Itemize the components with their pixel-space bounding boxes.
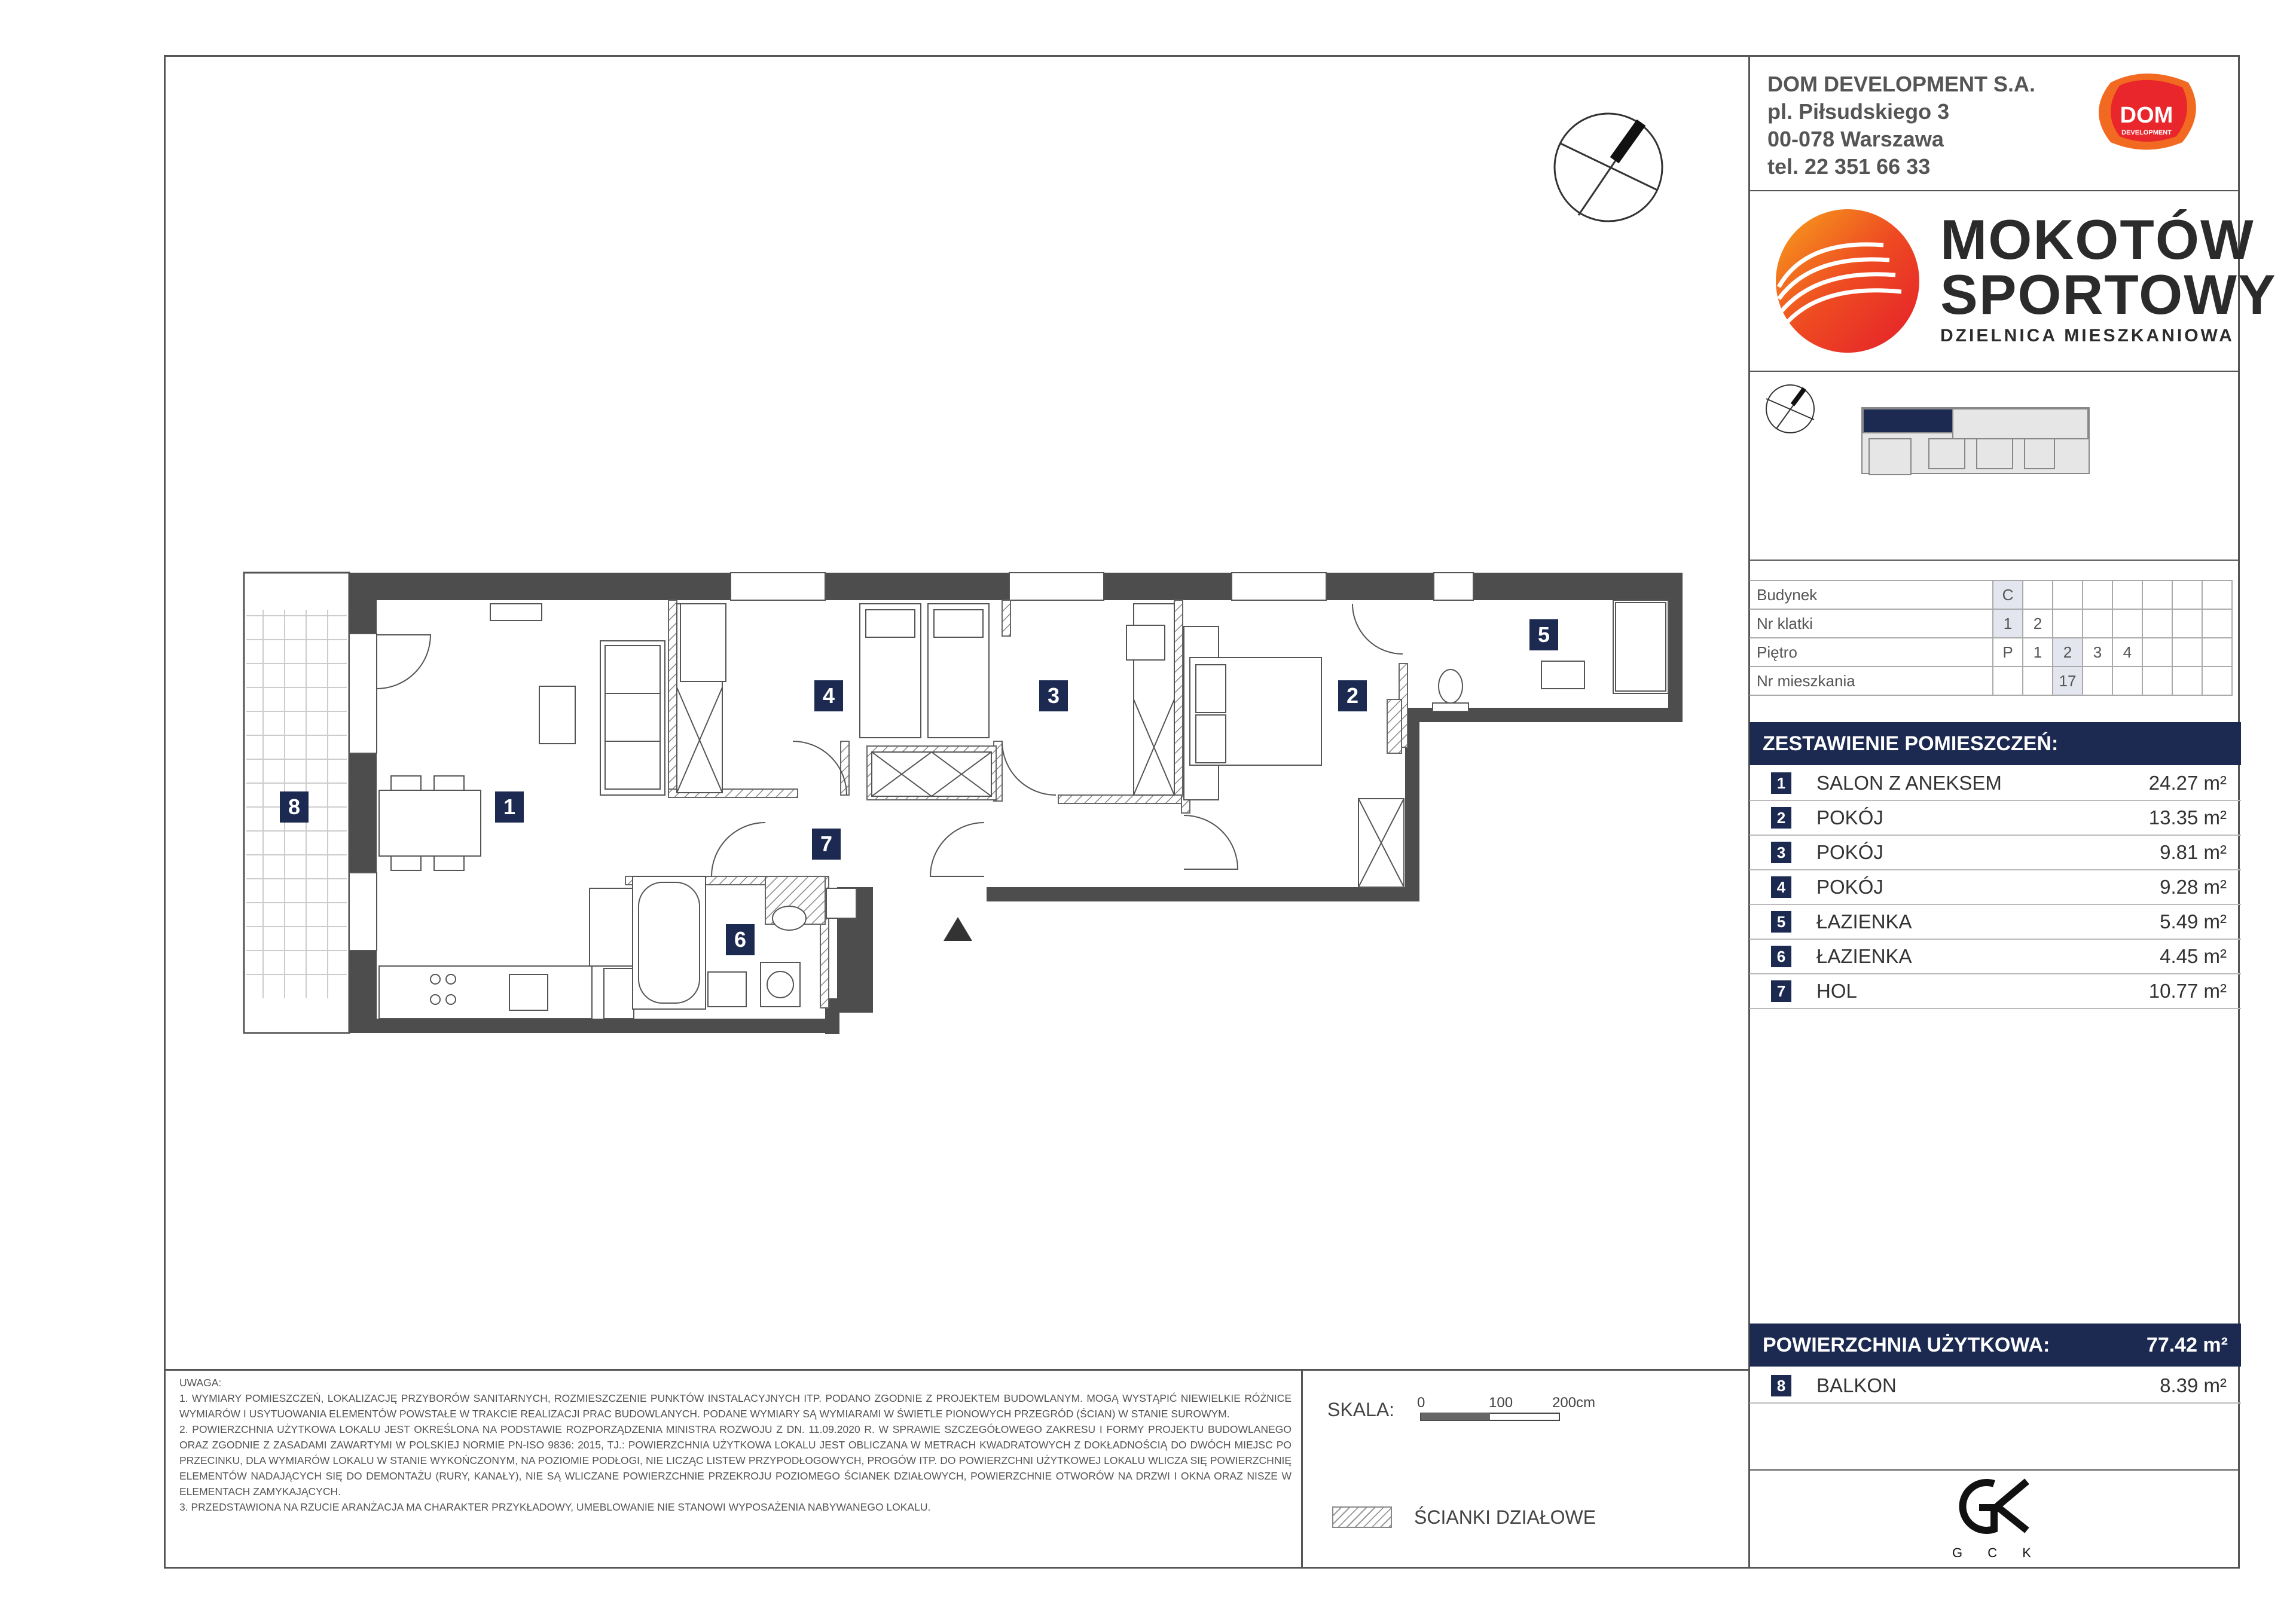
info-cell (2142, 638, 2172, 667)
notes-divider (164, 1369, 1750, 1371)
room-name: HOL (1816, 980, 1857, 1002)
total-area-value: 77.42 m² (2146, 1334, 2228, 1356)
info-cell (2202, 638, 2232, 667)
info-cell (2023, 667, 2053, 695)
notes-divider (1301, 1369, 1303, 1569)
room-area: 4.45 m² (2160, 945, 2227, 967)
north-compass (1555, 114, 1662, 221)
info-cell: 17 (2053, 667, 2083, 695)
plan-label-5: 5 (1529, 619, 1558, 650)
plan-label-6: 6 (726, 924, 755, 955)
coffee-table (539, 686, 575, 744)
room-area: 5.49 m² (2160, 910, 2227, 933)
plan-label-8: 8 (280, 791, 309, 823)
room-name: POKÓJ (1816, 876, 1883, 898)
balcony-number: 8 (1771, 1375, 1791, 1396)
info-row (1750, 667, 2232, 695)
room-row (1750, 974, 2241, 1009)
toilet (773, 906, 806, 930)
room-name: SALON Z ANEKSEM (1816, 772, 2002, 794)
toilet (1439, 670, 1463, 703)
info-cell: C (1993, 580, 2023, 609)
room-number: 5 (1771, 911, 1791, 933)
scale-bar (1411, 1393, 1596, 1429)
room-row (1750, 870, 2241, 905)
info-cell (2172, 667, 2202, 695)
dom-logo-text: DOM (2120, 103, 2173, 128)
info-cell (2083, 580, 2112, 609)
info-cell (2142, 667, 2172, 695)
mokotow-sportowy-logo (1770, 203, 1931, 359)
info-cell (2142, 580, 2172, 609)
room-row (1750, 836, 2241, 870)
brand-line-1: MOKOTÓW (1940, 208, 2255, 271)
room-name: ŁAZIENKA (1816, 910, 1912, 933)
divider (1748, 190, 2240, 191)
scale-label: SKALA: (1327, 1399, 1395, 1420)
balcony-row-wrap (1750, 1369, 2241, 1404)
room-row (1750, 766, 2241, 801)
info-cell (2112, 609, 2142, 638)
room-row (1750, 940, 2241, 974)
company-name: DOM DEVELOPMENT S.A. (1767, 72, 2036, 96)
dom-logo-subtext: DEVELOPMENT (2121, 129, 2172, 136)
room-number: 7 (1771, 980, 1791, 1002)
info-cell (2053, 609, 2083, 638)
total-area-bar (1750, 1324, 2241, 1367)
partition-wall-swatch (1332, 1506, 1392, 1528)
info-row (1750, 638, 2232, 667)
plan-label-7: 7 (812, 829, 841, 860)
room-row (1750, 801, 2241, 836)
info-cell: 4 (2112, 638, 2142, 667)
info-cell (2172, 580, 2202, 609)
total-area-label: POWIERZCHNIA UŻYTKOWA: (1763, 1334, 2050, 1356)
dom-development-logo (2087, 71, 2206, 154)
info-row (1750, 580, 2232, 609)
gck-letters: G C K (1952, 1545, 2042, 1560)
info-cell (2053, 580, 2083, 609)
info-cell: 1 (1993, 609, 2023, 638)
balcony-name: BALKON (1816, 1374, 1897, 1396)
info-cell: P (1993, 638, 2023, 667)
exterior-walls (349, 573, 1683, 1034)
room-row (1750, 905, 2241, 940)
scale-tick-200: 200cm (1552, 1395, 1596, 1411)
room-number: 6 (1771, 946, 1791, 967)
gck-logo (1937, 1471, 2057, 1566)
balcony-area: 8.39 m² (2160, 1374, 2227, 1396)
info-cell (2202, 667, 2232, 695)
info-row-label: Nr mieszkania (1750, 667, 1993, 695)
scale-tick-100: 100 (1489, 1395, 1513, 1411)
note-item: 1. WYMIARY POMIESZCZEŃ, LOKALIZACJĘ PRZYBORÓW SANITARNYCH, ROZMIESZCZENIE PUNKTÓW INSTALACYJNYCH ITP. PODANO ZGODNIE Z PROJEKTEM BUDOWLANYM. MOGĄ WYSTĄPIĆ NIEWIELKIE RÓŻNICE WYMIARÓW I USYTUOWANIA ELEMENTÓW POWSTAŁE W TRAKCIE REALIZACJI PRAC BUDOWLANYCH. PODANE WYMIARY SĄ WYMIARAMI W ŚWIETLE PIONOWYCH PRZEGRÓD (ŚCIAN) W STANIE SUROWYM. (179, 1392, 1292, 1420)
info-cell (2202, 580, 2232, 609)
info-cell (2172, 609, 2202, 638)
info-cell (2112, 667, 2142, 695)
building-outline (1862, 408, 2089, 475)
brand-line-2: SPORTOWY (1940, 263, 2277, 326)
balcony-row (1750, 1369, 2241, 1404)
room-name: POKÓJ (1816, 806, 1883, 829)
plan-label-1: 1 (495, 791, 524, 823)
brand-title (1940, 208, 2277, 326)
sink (708, 972, 746, 1007)
note-item: 3. PRZEDSTAWIONA NA RZUCIE ARANŻACJA MA CHARAKTER PRZYKŁADOWY, UMEBLOWANIE NIE STANOWI WYPOSAŻENIA NABYWANEGO LOKALU. (179, 1501, 931, 1513)
info-cell: 1 (2023, 638, 2053, 667)
room-number: 1 (1771, 772, 1791, 794)
info-cell (2083, 609, 2112, 638)
kitchen-counter (379, 966, 592, 1019)
room-number: 2 (1771, 807, 1791, 829)
info-row-label: Nr klatki (1750, 609, 1993, 638)
room-area: 9.81 m² (2160, 841, 2227, 863)
info-row-label: Piętro (1750, 638, 1993, 667)
info-cell: 2 (2053, 638, 2083, 667)
room-name: ŁAZIENKA (1816, 945, 1912, 967)
dining-table (379, 790, 481, 856)
info-row-label: Budynek (1750, 580, 1993, 609)
room-name: POKÓJ (1816, 841, 1883, 863)
entrance-marker (944, 917, 972, 941)
note-item: 2. POWIERZCHNIA UŻYTKOWA LOKALU JEST OKREŚLONA NA PODSTAWIE ROZPORZĄDZENIA MINISTRA ROZWOJU Z DN. 11.09.2020 R. W SPRAWIE SZCZEGÓŁOWEGO ZAKRESU I FORMY PROJEKTU BUDOWLANEGO ORAZ ZGODNIE Z ZASADAMI ZAWARTYMI W POLSKIEJ NORMIE PN-ISO 9836: 2015, TJ.: POWIERZCHNIA UŻYTKOWA LOKALU JEST OBLICZANA W METRACH KWADRATOWYCH Z DOKŁADNOŚCIĄ DO DWÓCH MIEJSC PO PRZECINKU, DLA WYMIARÓW LOKALU W STANIE WYKOŃCZONYM, NA POZIOMIE PODŁOGI, NIE LICZĄC LISTEW PRZYPODŁOGOWYCH, PROGÓW ITP. DO POWIERZCHNI UŻYTKOWEJ LOKALU WLICZA SIĘ POWIERZCHNIĘ ELEMENTÓW NADAJĄCYCH SIĘ DO DEMONTAŻU (RURY, KANAŁY), NIE SĄ WLICZANE POWIERZCHNIE PRZEKROJU POZIOMEGO ŚCIANEK DZIAŁOWYCH, POWIERZCHNIE OTWORÓW NA DRZWI I OKNA ORAZ NISZE W ELEMENTACH ZAMYKAJĄCYCH. (179, 1423, 1292, 1497)
room-area: 13.35 m² (2148, 806, 2227, 829)
room-number: 3 (1771, 842, 1791, 863)
info-cell (2083, 667, 2112, 695)
company-phone: tel. 22 351 66 33 (1767, 154, 1931, 179)
notes-title: UWAGA: (179, 1377, 222, 1389)
room-area: 10.77 m² (2148, 980, 2227, 1002)
key-plan-compass (1766, 385, 1814, 433)
legend-label: ŚCIANKI DZIAŁOWE (1414, 1506, 1596, 1528)
key-plan (1750, 372, 2240, 558)
plan-label-4: 4 (814, 680, 843, 711)
room-list (1750, 766, 2241, 1009)
info-cell (2023, 580, 2053, 609)
company-address: pl. Piłsudskiego 3 (1767, 99, 1950, 124)
info-cell (1993, 667, 2023, 695)
info-cell (2172, 638, 2202, 667)
info-row (1750, 609, 2232, 638)
divider (1748, 560, 2240, 561)
info-cell: 2 (2023, 609, 2053, 638)
company-info (1767, 71, 2035, 181)
room-area: 24.27 m² (2148, 772, 2227, 794)
notes (179, 1375, 1292, 1515)
info-cell (2202, 609, 2232, 638)
building-info-table (1750, 580, 2233, 696)
info-cell (2112, 580, 2142, 609)
room-number: 4 (1771, 876, 1791, 898)
plan-label-2: 2 (1338, 680, 1367, 711)
scale-tick-0: 0 (1417, 1395, 1425, 1411)
tv-unit (490, 604, 542, 621)
company-city: 00-078 Warszawa (1767, 127, 1944, 151)
info-cell: 3 (2083, 638, 2112, 667)
sink (1541, 661, 1584, 689)
fridge (590, 888, 634, 966)
info-cell (2142, 609, 2172, 638)
room-area: 9.28 m² (2160, 876, 2227, 898)
rooms-header: ZESTAWIENIE POMIESZCZEŃ: (1750, 722, 2241, 765)
plan-label-3: 3 (1039, 680, 1068, 711)
brand-subtitle: DZIELNICA MIESZKANIOWA (1940, 326, 2234, 346)
